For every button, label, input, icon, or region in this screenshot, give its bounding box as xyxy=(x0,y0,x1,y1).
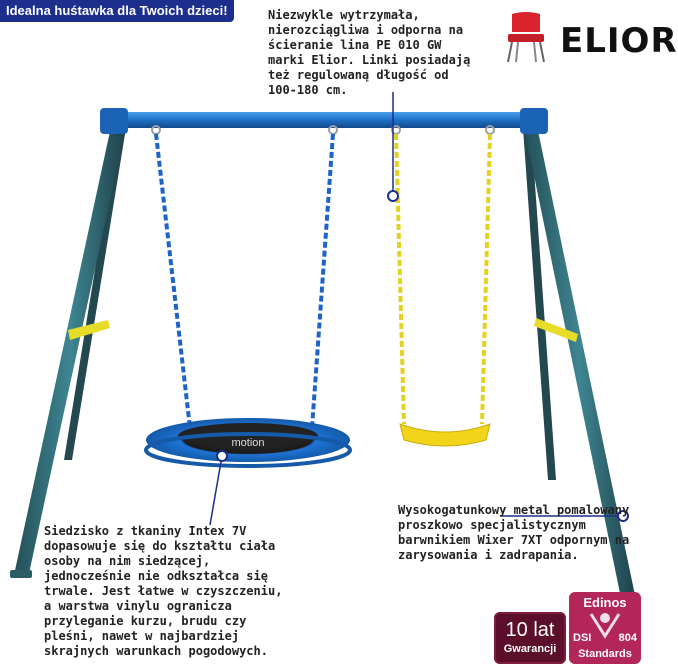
yellow-braces xyxy=(68,318,578,342)
brand-logo xyxy=(498,10,678,66)
seat-description: Siedzisko z tkaniny Intex 7V dopasowuje się do kształtu ciała osoby na nim siedzącej, jednocześnie nie odkształca się trwale. Jest łatwe w czyszczeniu, a warstwa vinylu ogranicza przyleganie kurzu, brudu czy pleśni, nawet w najbardziej skrajnych warunkach pogodowych. xyxy=(44,524,283,658)
warranty-label: Gwarancji xyxy=(503,643,557,655)
top-beam xyxy=(100,108,548,134)
page-title: Idealna huśtawka dla Twoich dzieci! xyxy=(0,0,234,22)
warranty-badge xyxy=(494,612,566,664)
nest-label: motion xyxy=(231,437,265,449)
callout-dots xyxy=(217,191,628,521)
warranty-years: 10 lat xyxy=(505,619,555,641)
edinos-dsi: DSI xyxy=(573,632,592,644)
edinos-name: Edinos xyxy=(583,595,627,610)
blue-ropes xyxy=(156,134,333,428)
metal-description: Wysokogatunkowy metal pomalowany proszkowo specjalistycznym barwnikiem Wixer 7XT odpornym na zarysowania i zadrapania. xyxy=(398,503,630,562)
red-chair-icon xyxy=(498,10,554,66)
edinos-number: 804 xyxy=(618,632,637,644)
edinos-standards-label: Standards xyxy=(578,648,632,660)
brand-name: ELIOR xyxy=(560,21,678,61)
edinos-standards-badge xyxy=(569,592,641,664)
rope-description: Niezwykle wytrzymała, nierozciągliwa i odporna na ścieranie lina PE 010 GW marki Elior. Linki posiadają też regulowaną długość od 100-180 cm. xyxy=(268,8,471,97)
yellow-seat xyxy=(400,424,490,446)
yellow-ropes xyxy=(396,134,490,424)
nest-seat xyxy=(146,418,350,466)
